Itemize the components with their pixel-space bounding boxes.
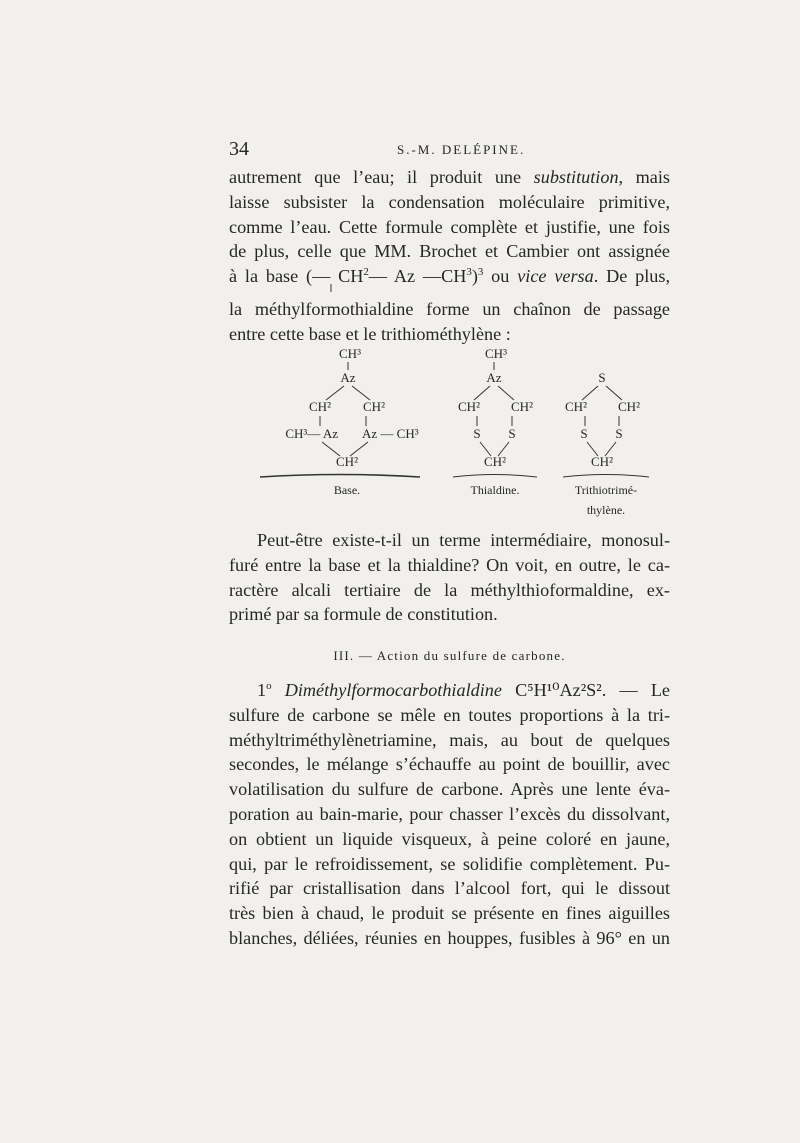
trithio-ch2-right: CH² — [618, 399, 640, 414]
paragraph-intro — [229, 165, 670, 347]
trithio-s-right: S — [615, 426, 623, 441]
page-number: 34 — [229, 138, 249, 160]
base-ch2-right: CH² — [363, 399, 385, 414]
text-line: secondes, le mélange s’échauffe au point de bouillir, avec — [229, 754, 670, 775]
text-line: blanches, déliées, réunies en houppes, fusibles à 96° en un — [229, 927, 670, 948]
trithio-caption-line2: thylène. — [586, 503, 626, 517]
text-line: sulfure de carbone se mêle en toutes proportions à la tri- — [229, 704, 670, 725]
text-line: furé entre la base et la thialdine? On voit, en outre, le ca- — [229, 554, 670, 575]
text-line: 1$^o$ Diméthylformocarbothialdine C⁵H¹⁰Az²S². — Le — [257, 679, 671, 700]
text-line: très bien à chaud, le produit se présente en fines aiguilles — [229, 903, 670, 924]
thialdine-top: CH³ — [485, 346, 507, 361]
thialdine-ch2-left: CH² — [458, 399, 480, 414]
trithio-formula — [563, 370, 649, 517]
text-line: laisse subsister la condensation moléculaire primitive, — [229, 191, 670, 212]
thialdine-s-left: S — [473, 426, 481, 441]
trithio-bottom: CH² — [591, 454, 613, 469]
thialdine-formula — [453, 346, 537, 497]
base-right-group: Az — CH³ — [362, 426, 419, 441]
text-line: Peut-être existe-t-il un terme intermédiaire, monosul- — [257, 530, 670, 550]
thialdine-ch2-right: CH² — [511, 399, 533, 414]
trithio-top: S — [598, 370, 606, 385]
paragraph-question — [229, 528, 670, 627]
thialdine-caption: Thialdine. — [470, 483, 520, 497]
thialdine-s-right: S — [508, 426, 516, 441]
paragraph-section-body — [229, 678, 670, 951]
thialdine-bottom: CH² — [484, 454, 506, 469]
text-line: à la base (— $CH^2—$ Az $—CH^3)^3$ ou vice versa. De plus, — [229, 266, 671, 287]
base-az: Az — [340, 370, 356, 385]
text-line: poration au bain-marie, pour chasser l’excès du dissolvant, — [229, 803, 670, 824]
text-line: volatilisation du sulfure de carbone. Après une lente éva- — [229, 779, 670, 800]
text-line: comme l’eau. Cette formule complète et justifie, une fois — [229, 216, 670, 237]
text-line: la méthylformothialdine forme un chaînon de passage — [229, 298, 670, 319]
structural-formulas — [250, 340, 670, 530]
text-line: on obtient un liquide visqueux, à peine coloré en jaune, — [229, 828, 670, 849]
base-top: CH³ — [339, 346, 361, 361]
thialdine-az: Az — [486, 370, 502, 385]
text-line: autrement que l’eau; il produit une substitution, mais — [229, 167, 671, 187]
text-line: méthyltriméthylènetriamine, mais, au bout de quelques — [229, 729, 670, 750]
base-formula — [260, 346, 420, 497]
base-left-group: CH³— Az — [285, 426, 338, 441]
text-line: ractère alcali tertiaire de la méthylthioformaldine, ex- — [229, 579, 670, 600]
text-line: qui, par le refroidissement, se solidifie complètement. Pu- — [229, 853, 670, 874]
base-bottom: CH² — [336, 454, 358, 469]
running-head: S.-M. DELÉPINE. — [397, 142, 526, 157]
text-line: de plus, celle que MM. Brochet et Cambier ont assignée — [229, 241, 670, 262]
text-line: rifié par cristallisation dans l’alcool fort, qui le dissout — [229, 878, 670, 899]
page-header — [229, 138, 669, 162]
text-line: primé par sa formule de constitution. — [229, 604, 498, 625]
trithio-caption-line1: Trithiotrimé- — [574, 483, 638, 497]
text-line: entre cette base et le trithiométhylène : — [229, 323, 511, 344]
base-caption: Base. — [333, 483, 361, 497]
section-heading: III. — Action du sulfure de carbone. — [333, 648, 566, 663]
base-ch2-left: CH² — [309, 399, 331, 414]
trithio-ch2-left: CH² — [565, 399, 587, 414]
trithio-s-left: S — [580, 426, 588, 441]
